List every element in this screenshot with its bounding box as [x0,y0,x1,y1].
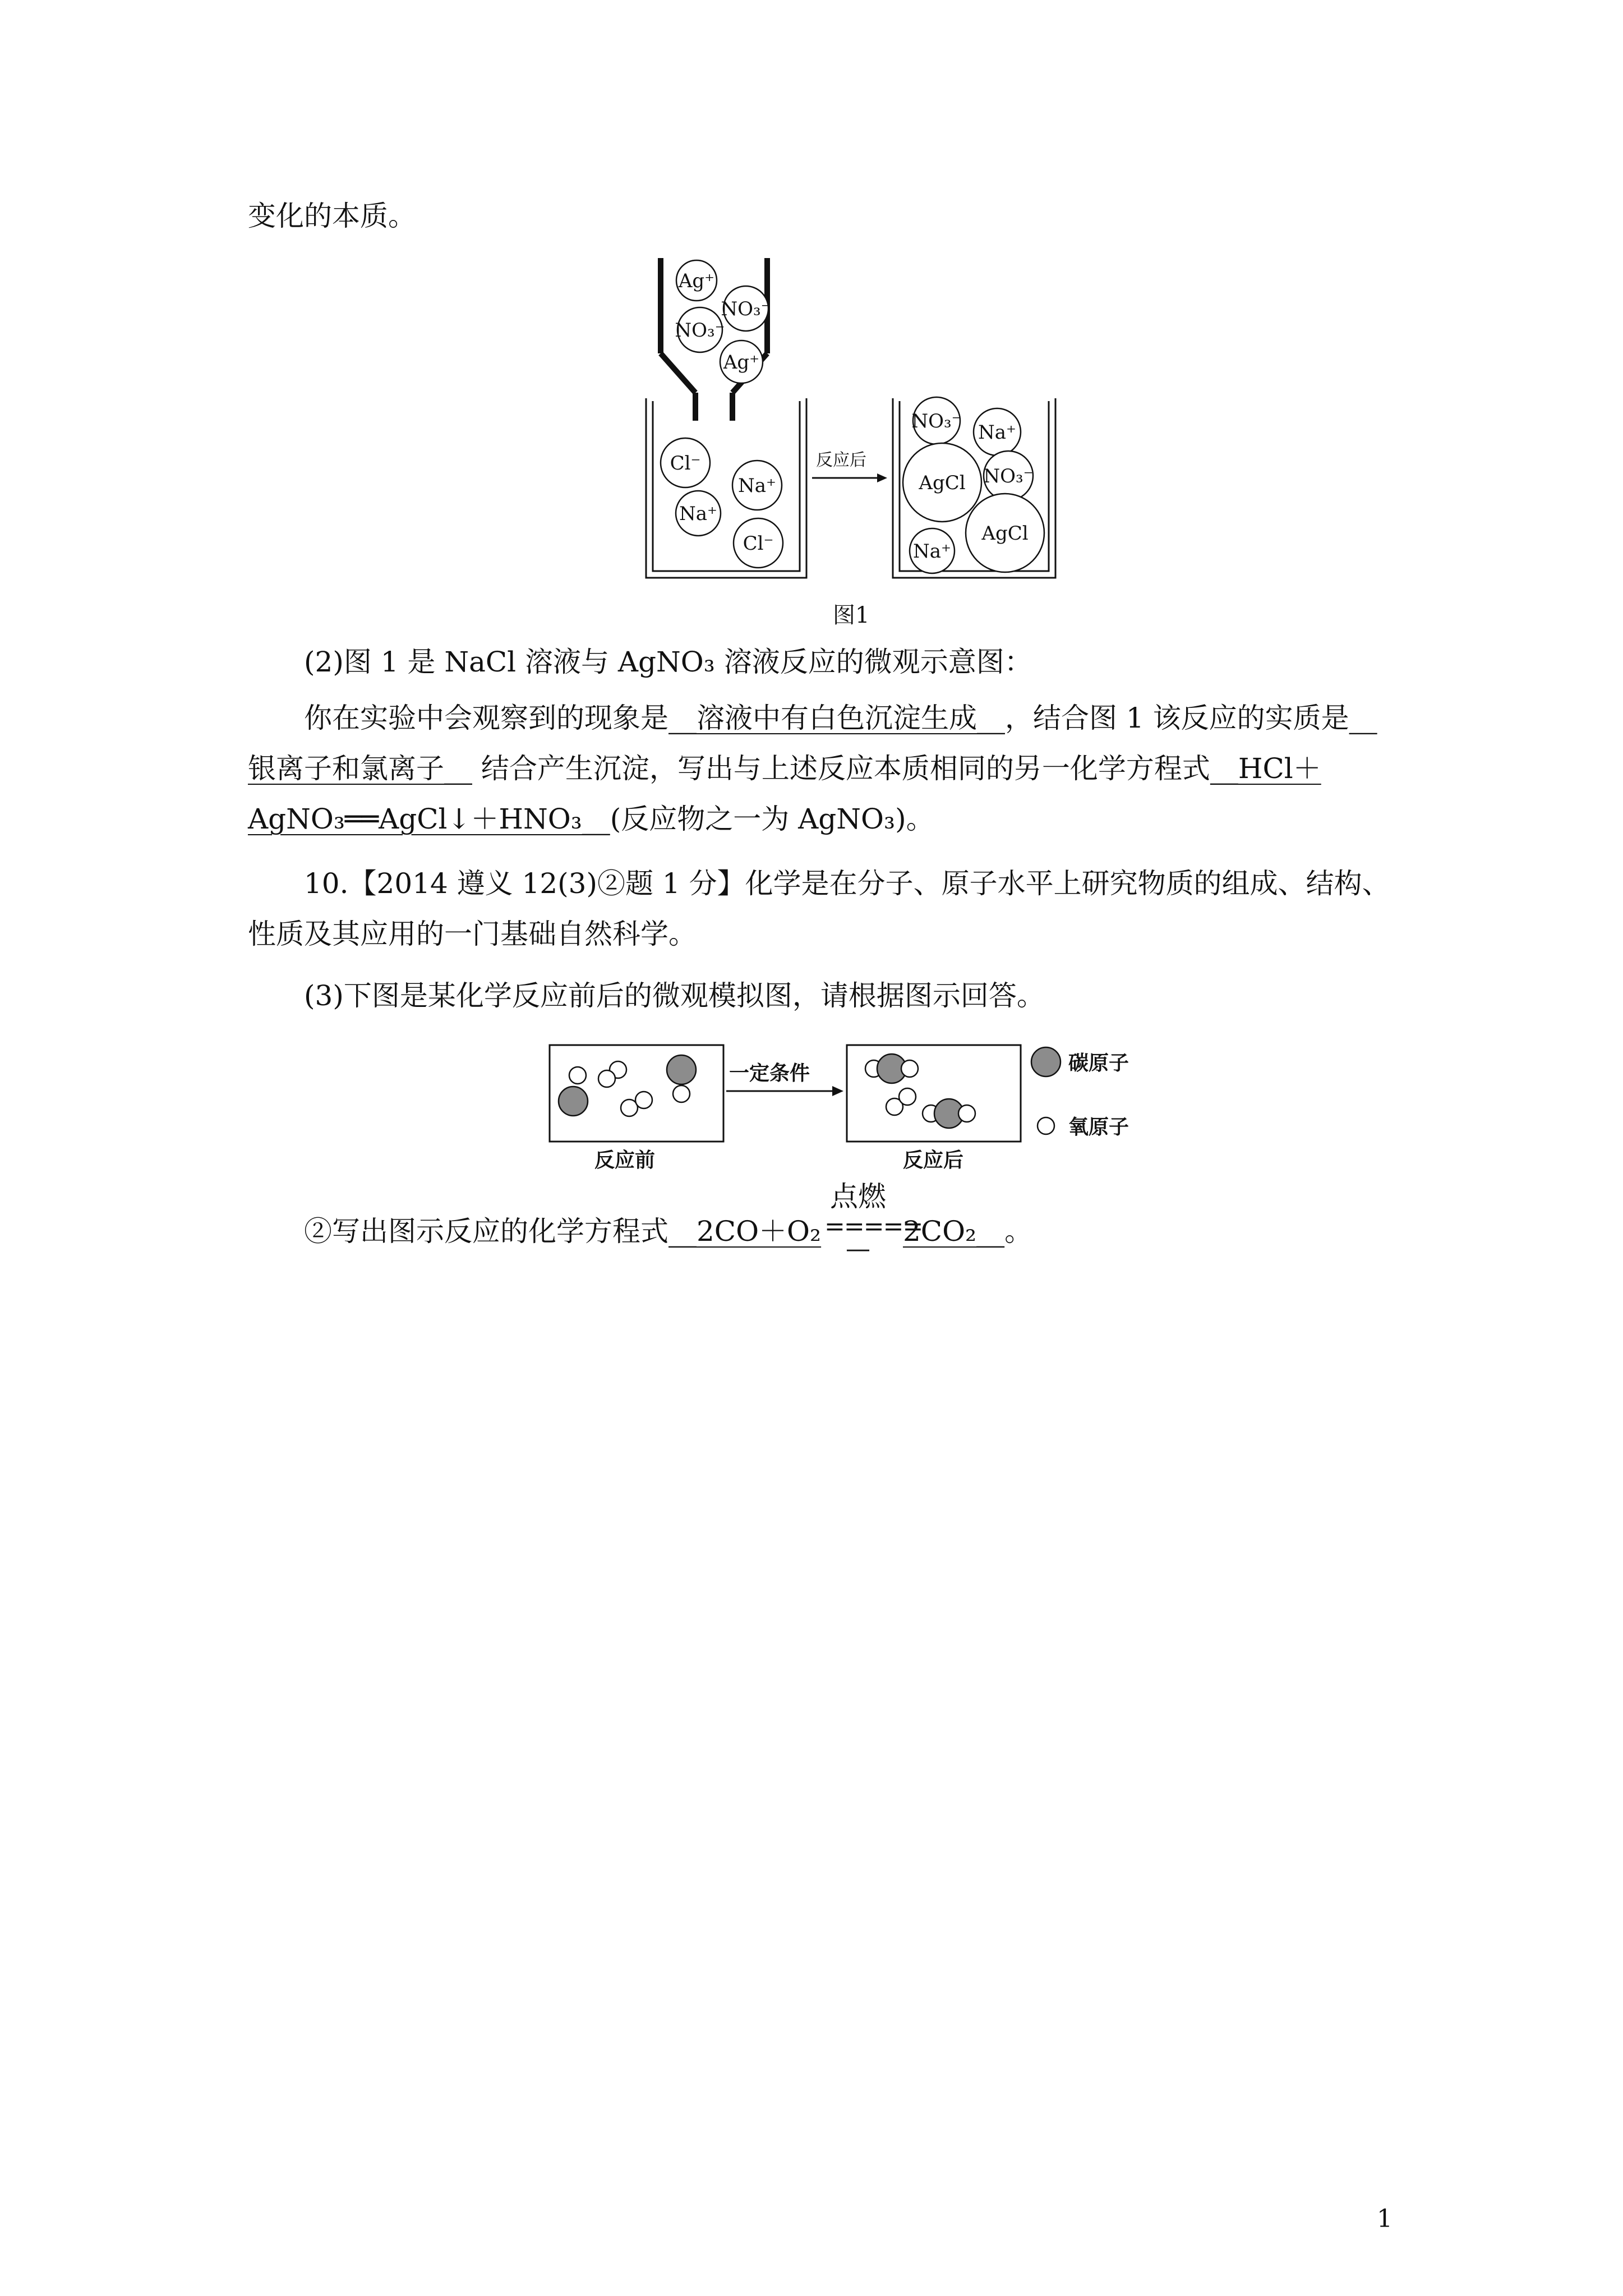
q10-line-2: 性质及其应用的一门基础自然科学。 [248,918,697,950]
q9-answer-observation: __溶液中有白色沉淀生成__ [668,702,1005,734]
reaction-condition: 一定条件 [729,1061,810,1085]
reaction-arrow-head [832,1086,843,1096]
q9-text: (反应物之一为 AgNO₃)。 [610,803,934,835]
ion-label: Cl⁻ [743,532,774,555]
ion-label: NO₃⁻ [721,298,771,320]
before-label: 反应前 [594,1148,656,1172]
q9-answer-equation-start: __HCl＋ [1210,752,1321,785]
q10-text: ②写出图示反应的化学方程式 [304,1215,668,1248]
figure-1-diagram [634,247,1071,589]
ion-label: Na⁺ [913,540,951,563]
legend-oxygen-label: 氧原子 [1068,1115,1129,1139]
ion-label: NO₃⁻ [983,465,1034,487]
q10-answer-reactants: __2CO＋O₂ [668,1215,822,1248]
q9-line-3 [248,749,1321,788]
after-box [847,1045,1021,1142]
arrow-head [877,473,887,482]
q10-answer-products: 2CO₂__ [903,1215,1005,1248]
reaction-diagram [544,1041,1183,1175]
q9-answer-blank: __ [1349,702,1377,734]
ion-label: NO₃⁻ [675,319,725,342]
q9-line-4 [248,799,934,839]
ion-label: Na⁺ [679,503,717,525]
q9-text: 结合产生沉淀，写出与上述反应本质相同的另一化学方程式 [472,752,1210,785]
q10-line-3: (3)下图是某化学反应前后的微观模拟图，请根据图示回答。 [304,979,1045,1012]
q9-line-1: (2)图 1 是 NaCl 溶液与 AgNO₃ 溶液反应的微观示意图： [304,646,1032,678]
page-number: 1 [1377,2205,1393,2233]
ion-label: Cl⁻ [670,452,701,475]
q9-text: ，结合图 1 该反应的实质是 [1005,702,1349,734]
legend-oxygen-swatch [1038,1117,1054,1134]
q10-line-4-end [903,1212,1032,1251]
after-label: 反应后 [903,1148,964,1172]
q10-line-4 [304,1212,821,1251]
equation-underline: — [846,1235,870,1263]
ion-label: AgCl [919,472,966,494]
q9-line-2 [304,698,1377,738]
reaction-condition-fire: 点燃 [830,1180,886,1213]
q10-line-1: 10.【2014 遵义 12(3)②题 1 分】化学是在分子、原子水平上研究物质的组成、结构、 [304,867,1390,900]
equation-equals: ===== [824,1212,923,1241]
ion-label: NO₃⁻ [911,410,962,432]
figure-1-caption: 图1 [833,602,870,628]
ion-label: Na⁺ [738,475,776,497]
ion-label: AgCl [981,522,1029,545]
legend-carbon-label: 碳原子 [1068,1051,1129,1075]
arrow-label: 反应后 [816,450,866,470]
q9-answer-essence: 银离子和氯离子__ [248,752,472,785]
q10-text: 。 [1004,1215,1033,1248]
q9-answer-equation-end: AgNO₃══AgCl↓＋HNO₃__ [248,803,610,835]
intro-text: 变化的本质。 [248,200,416,232]
q9-text: 你在实验中会观察到的现象是 [304,702,668,734]
ion-label: Ag⁺ [723,351,760,374]
ion-label: Ag⁺ [678,270,715,292]
legend-carbon-swatch [1031,1047,1061,1076]
ion-label: Na⁺ [978,421,1016,444]
